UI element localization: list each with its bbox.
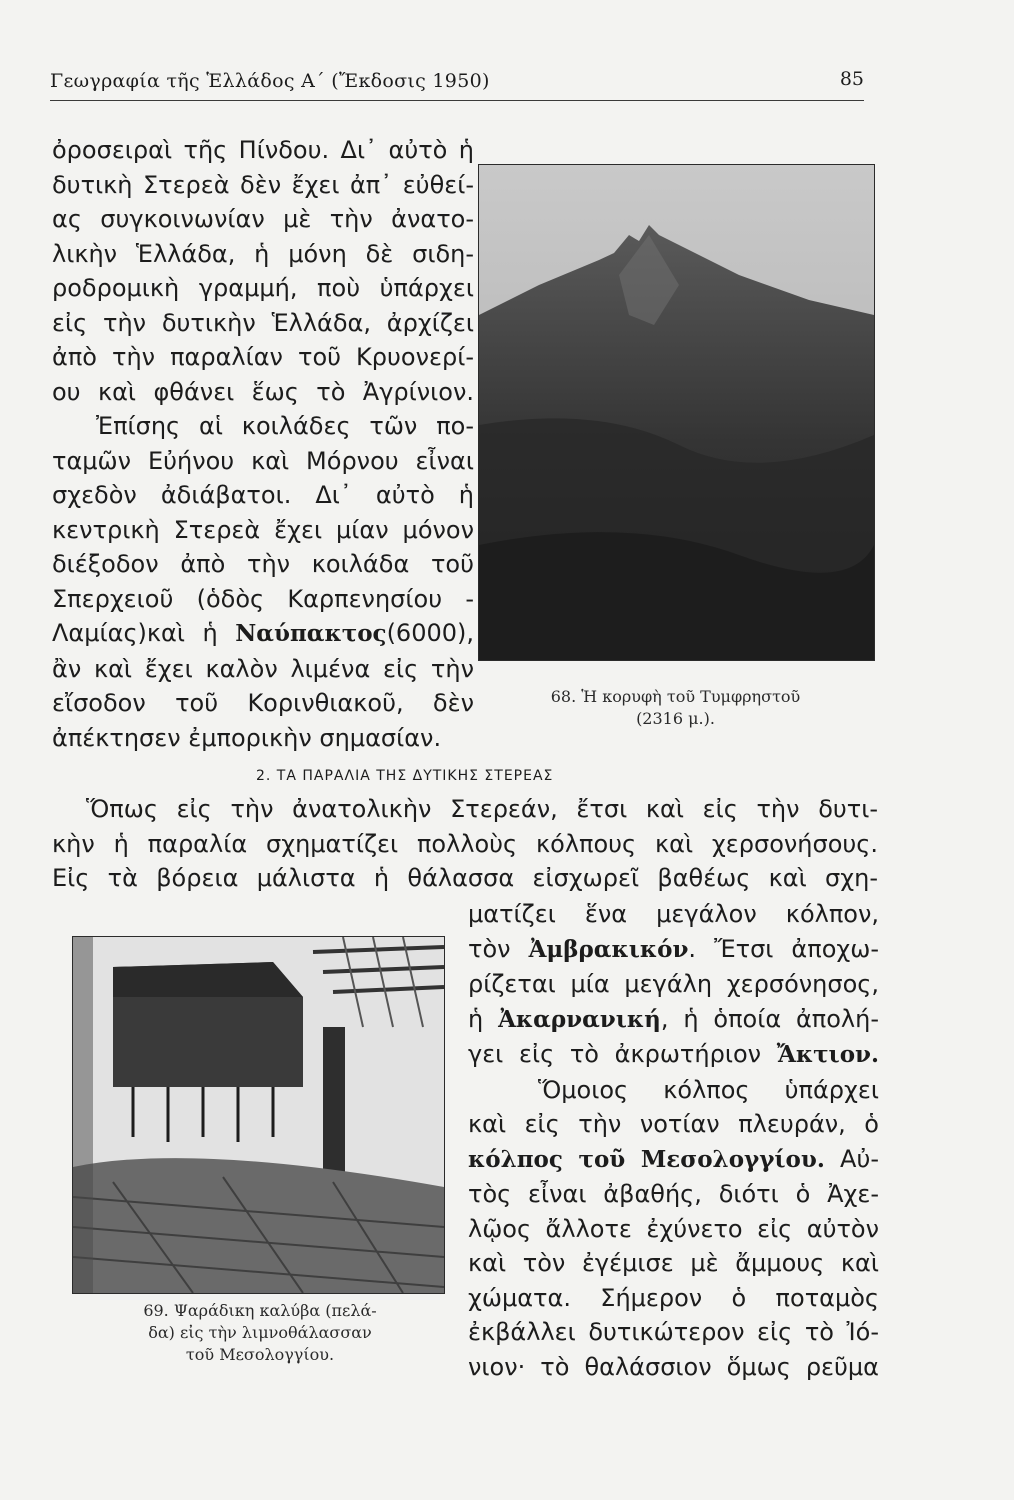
text-line: ἂν καὶ ἔχει καλὸν λιμένα εἰς τὴν: [52, 654, 474, 683]
text-line: ἀπέκτησεν ἐμπορικὴν σημασίαν.: [52, 723, 442, 752]
left-column-text: [52, 133, 474, 755]
caption-line: 68. Ἡ κορυφὴ τοῦ Τυμφρηστοῦ: [550, 687, 801, 706]
text-line: ας συγκοινωνίαν μὲ τὴν ἀνατο-: [52, 205, 474, 233]
line-start: γει εἰς τὸ ἀκρωτήριον: [468, 1040, 777, 1068]
page-number: 85: [839, 68, 864, 90]
text-line: τὸς εἶναι ἀβαθής, διότι ὁ Ἀχε-: [468, 1180, 879, 1208]
text-line: Ὅμοιος κόλπος ὑπάρχει: [538, 1075, 879, 1104]
fishing-hut-photo-illustration: [73, 937, 444, 1293]
caption-line: τοῦ Μεσολογγίου.: [185, 1345, 335, 1364]
running-title: Γεωγραφία τῆς Ἑλλάδος Α΄ (Ἔκδοσις 1950): [50, 70, 490, 92]
text-line: [468, 1002, 879, 1038]
text-line: [468, 1037, 879, 1073]
text-line: ἀπὸ τὴν παραλίαν τοῦ Κρυονερί-: [52, 343, 474, 371]
text-line: Σπερχειοῦ (ὁδὸς Καρπενησίου -: [52, 584, 474, 613]
section-heading: 2. ΤΑ ΠΑΡΑΛΙΑ ΤΗΣ ΔΥΤΙΚΗΣ ΣΤΕΡΕΑΣ: [256, 768, 554, 784]
place-name-bold: Ἄκτιον.: [776, 1041, 879, 1068]
line-start: Λαμίας)καὶ ἡ: [52, 619, 236, 647]
text-line: νιον· τὸ θαλάσσιον ὅμως ρεῦμα: [468, 1352, 879, 1381]
text-line: [52, 616, 474, 652]
text-line: εἰς τὴν δυτικὴν Ἑλλάδα, ἀρχίζει: [52, 308, 474, 337]
line-end: . Ἔτσι ἀποχω-: [688, 934, 879, 963]
text-line: ὀροσειραὶ τῆς Πίνδου. Δι᾽ αὐτὸ ἡ: [52, 136, 474, 164]
text-line: κεντρικὴ Στερεὰ ἔχει μίαν μόνον: [52, 515, 474, 544]
text-line: καὶ τὸν ἐγέμισε μὲ ἄμμους καὶ: [468, 1249, 879, 1277]
line-end: (6000),: [386, 619, 474, 647]
text-line: Ὅπως εἰς τὴν ἀνατολικὴν Στερεάν, ἔτσι καὶ εἰς τὴν δυτι-: [86, 795, 878, 823]
text-line: καὶ εἰς τὴν νοτίαν πλευράν, ὁ: [468, 1110, 879, 1138]
text-line: ροδρομικὴ γραμμή, ποὺ ὑπάρχει: [52, 274, 474, 302]
figure-69-caption: [90, 1300, 430, 1366]
figure-68-caption: [478, 686, 873, 730]
text-line: διέξοδον ἀπὸ τὴν κοιλάδα τοῦ: [52, 550, 474, 578]
text-line: ματίζει ἕνα μεγάλον κόλπον,: [468, 900, 879, 928]
text-line: Ἐπίσης αἱ κοιλάδες τῶν πο-: [96, 412, 474, 440]
right-column-text: [468, 897, 879, 1384]
caption-line: (2316 μ.).: [636, 709, 715, 728]
text-line: ου καὶ φθάνει ἕως τὸ Ἀγρίνιον.: [52, 377, 474, 406]
place-name-bold: Ναύπακτος: [235, 620, 387, 647]
text-line: [468, 1142, 879, 1178]
mountain-photo-illustration: [479, 165, 874, 660]
place-name-bold: Ἀμβρακικόν: [528, 935, 689, 963]
line-end: Αὐ-: [824, 1144, 879, 1173]
caption-line: 69. Ψαράδικη καλύβα (πελά-: [143, 1301, 377, 1320]
text-line: εἴσοδον τοῦ Κορινθιακοῦ, δὲν: [52, 689, 474, 717]
text-line: χώματα. Σήμερον ὁ ποταμὸς: [468, 1283, 879, 1312]
place-name-bold: Ἀκαρνανική: [498, 1005, 661, 1033]
text-line: σχεδὸν ἀδιάβατοι. Δι᾽ αὐτὸ ἡ: [52, 481, 474, 509]
full-width-text: [52, 792, 878, 896]
mountain-photo: [478, 164, 875, 661]
text-line: ταμῶν Εὐήνου καὶ Μόρνου εἶναι: [52, 446, 474, 475]
text-line: κὴν ἡ παραλία σχηματίζει πολλοὺς κόλπους καὶ χερσονήσους.: [52, 829, 878, 858]
line-start: τὸν: [468, 934, 529, 963]
text-line: [468, 932, 879, 968]
running-header: [50, 64, 864, 101]
text-line: λικὴν Ἑλλάδα, ἡ μόνη δὲ σιδη-: [52, 239, 474, 268]
line-start: ἡ: [468, 1004, 499, 1033]
caption-line: δα) εἰς τὴν λιμνοθάλασσαν: [148, 1323, 372, 1342]
text-line: ρίζεται μία μεγάλη χερσόνησος,: [468, 970, 879, 998]
fishing-hut-photo: [72, 936, 445, 1294]
place-name-bold: κόλπος τοῦ Μεσολογγίου.: [468, 1145, 825, 1173]
text-line: δυτικὴ Στερεὰ δὲν ἔχει ἀπ᾽ εὐθεί-: [52, 170, 474, 199]
text-line: λῷος ἄλλοτε ἐχύνετο εἰς αὐτὸν: [468, 1214, 879, 1243]
text-line: Εἰς τὰ βόρεια μάλιστα ἡ θάλασσα εἰσχωρεῖ βαθέως καὶ σχη-: [52, 864, 878, 892]
line-end: , ἡ ὁποία ἀπολή-: [660, 1004, 879, 1033]
text-line: ἐκβάλλει δυτικώτερον εἰς τὸ Ἰό-: [468, 1318, 879, 1346]
